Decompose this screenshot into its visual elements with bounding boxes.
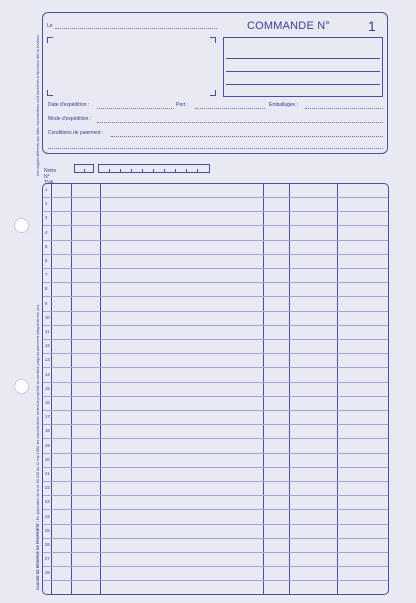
table-row[interactable]	[43, 240, 388, 241]
table-row[interactable]	[43, 325, 388, 326]
table-row[interactable]	[43, 367, 388, 368]
table-row[interactable]	[43, 424, 388, 425]
reference-line-3	[226, 84, 380, 85]
row-number: 19	[45, 442, 50, 448]
table-row[interactable]	[43, 580, 388, 581]
table-row[interactable]	[43, 197, 388, 198]
table-row[interactable]	[43, 311, 388, 312]
column-divider-5	[289, 184, 290, 594]
table-row[interactable]	[43, 339, 388, 340]
binder-hole-bottom	[14, 379, 29, 394]
vat-number-cell[interactable]	[98, 164, 210, 173]
column-divider-6	[337, 184, 338, 594]
table-row[interactable]	[43, 552, 388, 553]
row-number: 5	[45, 243, 48, 249]
column-divider-1	[51, 184, 52, 594]
row-number: 25	[45, 527, 50, 533]
table-row[interactable]	[43, 410, 388, 411]
table-row[interactable]	[43, 211, 388, 212]
table-row[interactable]	[43, 538, 388, 539]
row-number: 20	[45, 456, 50, 462]
row-number: 28	[45, 570, 50, 576]
table-row[interactable]	[43, 268, 388, 269]
row-number: 9	[45, 300, 48, 306]
row-number: 8	[45, 286, 48, 292]
risk-transfer-note: Les risques afférents aux dites marchandises sont transférés à l'acheteur dès la livraison.	[36, 33, 40, 176]
table-row[interactable]	[43, 282, 388, 283]
shipping-date-label: Date d'expédition :	[48, 102, 90, 108]
binder-hole-top	[14, 218, 29, 233]
vat-country-cell[interactable]	[74, 164, 94, 173]
order-lines-table	[42, 183, 389, 595]
table-row[interactable]	[43, 566, 388, 567]
row-number: 15	[45, 385, 50, 391]
row-number: 18	[45, 428, 50, 434]
table-row[interactable]	[43, 254, 388, 255]
row-number: 21	[45, 471, 50, 476]
address-corner-bl	[47, 90, 53, 96]
row-number: 1	[45, 187, 48, 192]
table-row[interactable]	[43, 524, 388, 525]
table-row[interactable]	[43, 438, 388, 439]
column-divider-2	[71, 184, 72, 594]
row-number: 27	[45, 556, 50, 562]
row-number: 16	[45, 400, 50, 405]
retention-clause-text: En application de la loi 80-335 du 12 mai 1980, les marchandises restent la propriété du vendeur jusqu'au paiement intégral de leur prix.	[36, 303, 40, 521]
table-row[interactable]	[43, 481, 388, 482]
row-number: 12	[45, 343, 50, 349]
row-number: 11	[45, 329, 50, 334]
retention-clause-title: CLAUSE DE RÉSERVE DE PROPRIÉTÉ :	[36, 521, 40, 590]
payment-terms-line[interactable]	[111, 136, 383, 137]
table-row[interactable]	[43, 495, 388, 496]
table-row[interactable]	[43, 225, 388, 226]
column-divider-3	[100, 184, 101, 594]
order-number: 1	[368, 18, 376, 34]
date-label: Le	[47, 23, 53, 29]
row-number: 4	[45, 229, 48, 235]
reference-line-1	[226, 58, 380, 59]
reference-line-2	[226, 71, 380, 72]
reference-box	[223, 37, 383, 97]
row-number: 7	[45, 272, 48, 278]
address-corner-tl	[47, 37, 53, 43]
row-number: 22	[45, 485, 50, 491]
payment-terms-label: Conditions de paiement :	[48, 130, 104, 136]
row-number: 10	[45, 314, 50, 320]
payment-terms-line-2[interactable]	[48, 148, 383, 149]
row-number: 17	[45, 414, 50, 420]
table-row[interactable]	[43, 453, 388, 454]
table-row[interactable]	[43, 467, 388, 468]
row-number: 6	[45, 258, 48, 263]
packaging-label: Emballages :	[269, 102, 298, 108]
address-corner-tr	[210, 37, 216, 43]
address-corner-br	[210, 90, 216, 96]
vat-label: Notre N°	[44, 168, 57, 180]
row-number: 23	[45, 499, 50, 505]
column-divider-4	[263, 184, 264, 594]
row-number: 2	[45, 201, 48, 207]
order-header-box	[42, 12, 388, 154]
table-row[interactable]	[43, 382, 388, 383]
row-number: 24	[45, 513, 50, 519]
shipping-mode-line[interactable]	[97, 122, 383, 123]
table-row[interactable]	[43, 509, 388, 510]
retention-of-title-clause	[36, 180, 40, 590]
row-number: 26	[45, 542, 50, 547]
packaging-line[interactable]	[305, 108, 383, 109]
row-number: 3	[45, 215, 48, 221]
table-row[interactable]	[43, 296, 388, 297]
shipping-mode-label: Mode d'expédition :	[48, 116, 92, 122]
order-title: COMMANDE N°	[247, 20, 330, 32]
table-row[interactable]	[43, 353, 388, 354]
port-label: Port :	[176, 102, 188, 108]
shipping-date-line[interactable]	[97, 108, 174, 109]
date-line[interactable]	[55, 28, 217, 29]
row-number: 14	[45, 371, 50, 377]
row-number: 13	[45, 357, 50, 363]
table-row[interactable]	[43, 396, 388, 397]
port-line[interactable]	[195, 108, 265, 109]
